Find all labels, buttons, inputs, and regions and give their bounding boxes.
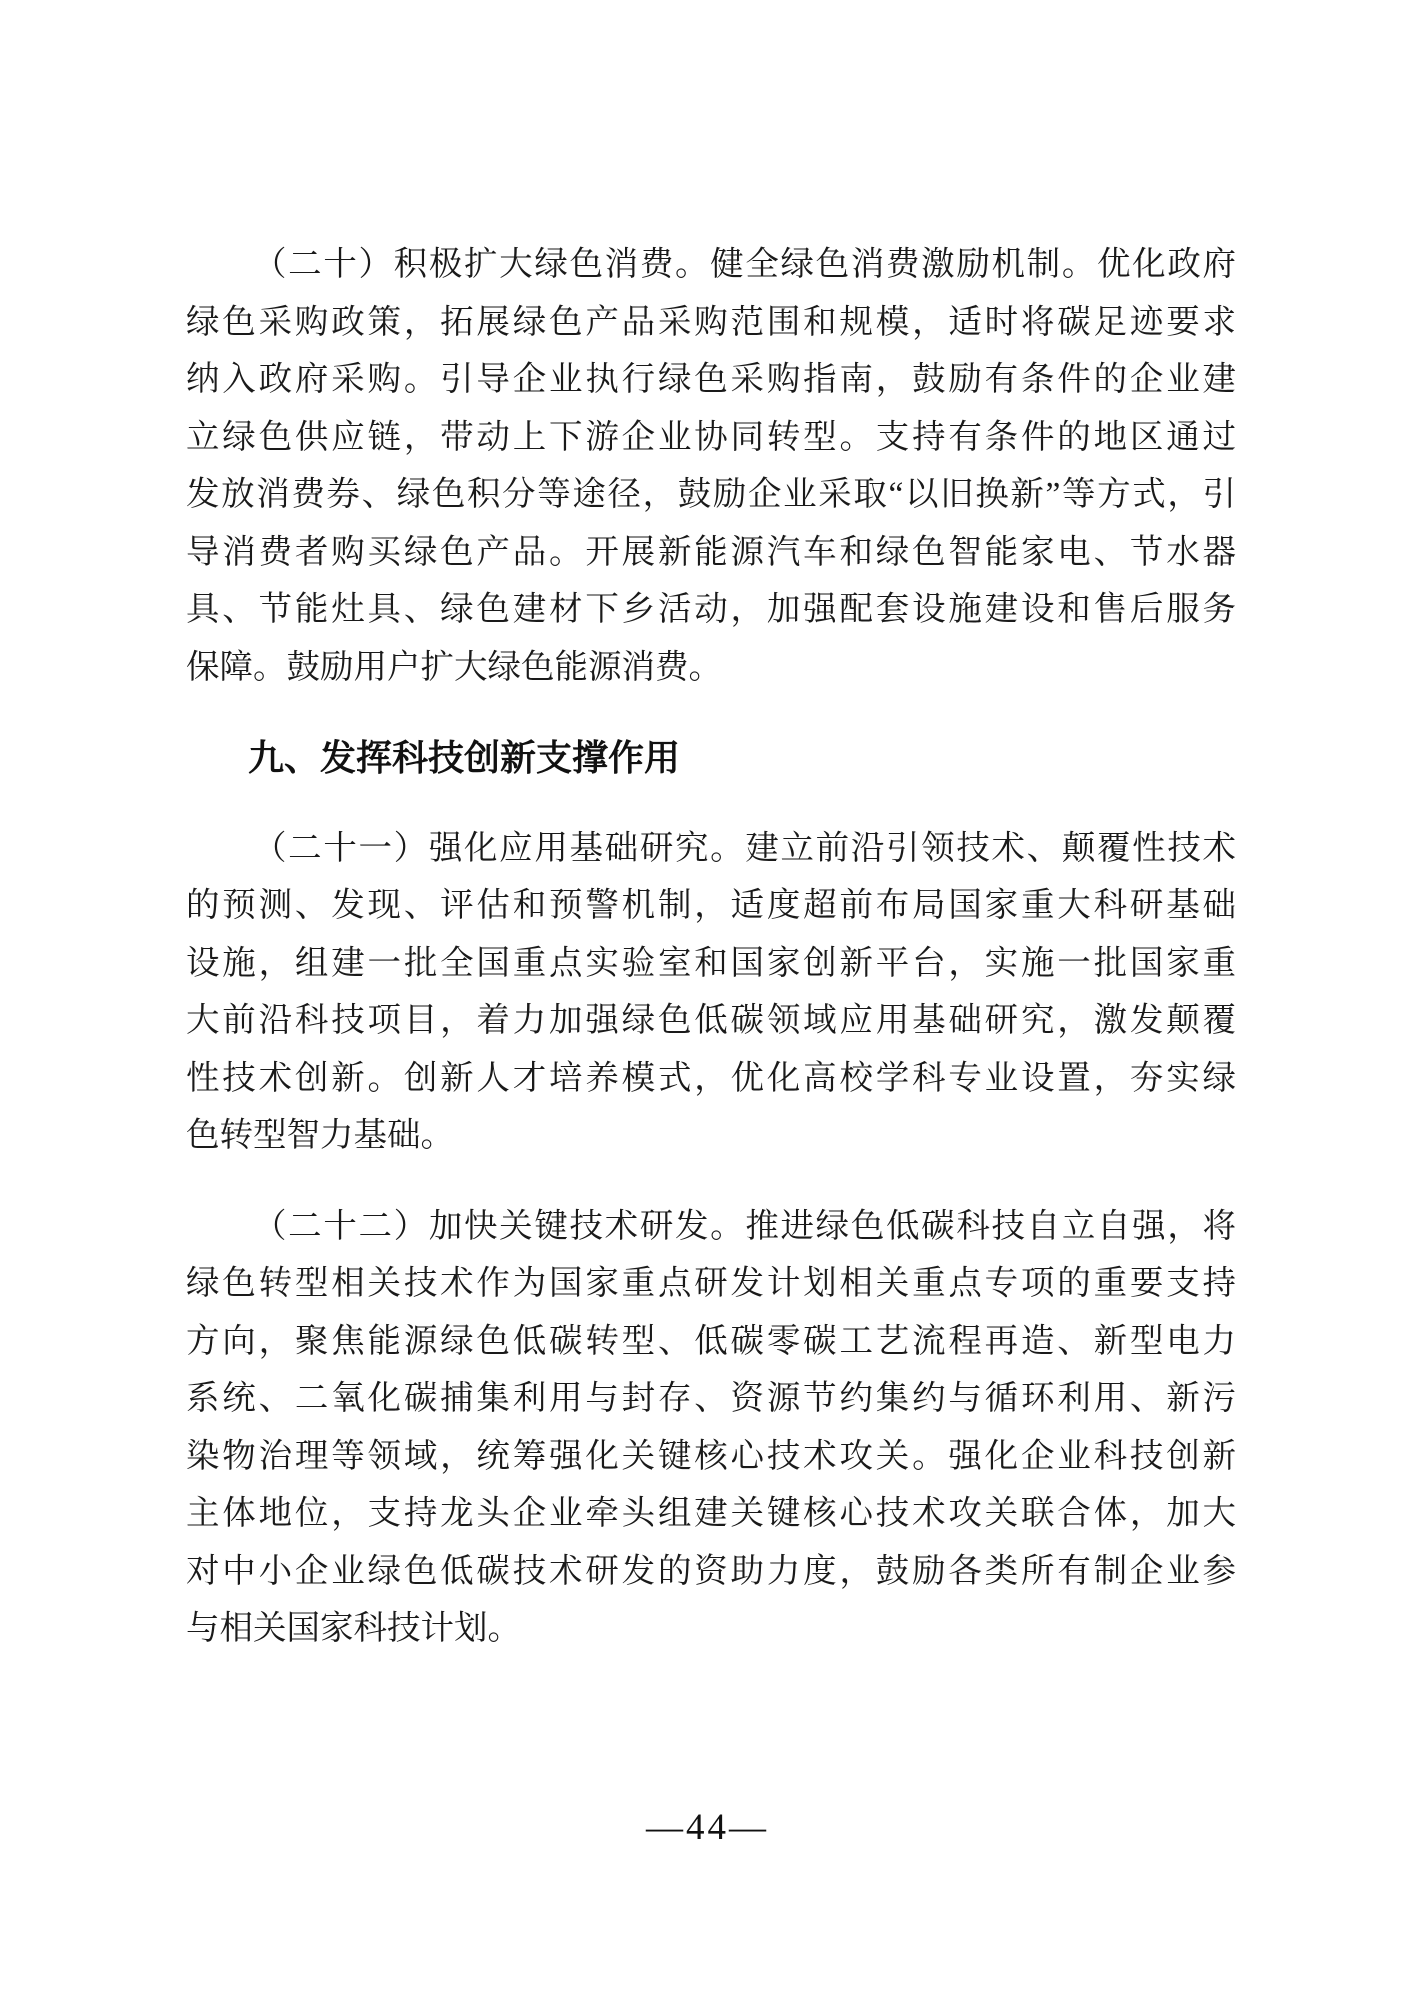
text-line: 导消费者购买绿色产品。开展新能源汽车和绿色智能家电、节水器 xyxy=(186,533,1236,571)
text-line: 色转型智力基础。 xyxy=(186,1117,454,1154)
text-line: 对中小企业绿色低碳技术研发的资助力度，鼓励各类所有制企业参 xyxy=(186,1552,1236,1590)
text-line: 设施，组建一批全国重点实验室和国家创新平台，实施一批国家重 xyxy=(186,944,1236,982)
text-line: 发放消费券、绿色积分等途径，鼓励企业采取“以旧换新”等方式，引 xyxy=(186,476,1236,513)
text-line: （二十一）强化应用基础研究。建立前沿引领技术、颠覆性技术 xyxy=(253,829,1236,867)
text-line: 的预测、发现、评估和预警机制，适度超前布局国家重大科研基础 xyxy=(186,887,1236,924)
text-line: 保障。鼓励用户扩大绿色能源消费。 xyxy=(186,648,722,686)
text-line: 染物治理等领域，统筹强化关键核心技术攻关。强化企业科技创新 xyxy=(186,1437,1236,1475)
text-line: 立绿色供应链，带动上下游企业协同转型。支持有条件的地区通过 xyxy=(186,418,1236,456)
text-line: 性技术创新。创新人才培养模式，优化高校学科专业设置，夯实绿 xyxy=(186,1059,1236,1097)
text-line: 纳入政府采购。引导企业执行绿色采购指南，鼓励有条件的企业建 xyxy=(186,361,1236,398)
text-line: （二十）积极扩大绿色消费。健全绿色消费激励机制。优化政府 xyxy=(253,246,1236,283)
paragraph-item-21 xyxy=(186,820,1236,1165)
paragraph-item-20 xyxy=(186,236,1236,696)
text-line: 系统、二氧化碳捕集利用与封存、资源节约集约与循环利用、新污 xyxy=(186,1380,1236,1417)
text-line: 绿色转型相关技术作为国家重点研发计划相关重点专项的重要支持 xyxy=(186,1265,1236,1302)
document-body xyxy=(186,236,1236,1691)
section-heading-9: 九、发挥科技创新支撑作用 xyxy=(248,737,681,778)
text-line: 大前沿科技项目，着力加强绿色低碳领域应用基础研究，激发颠覆 xyxy=(186,1002,1236,1039)
text-line: 方向，聚焦能源绿色低碳转型、低碳零碳工艺流程再造、新型电力 xyxy=(186,1322,1236,1360)
text-line: 主体地位，支持龙头企业牵头组建关键核心技术攻关联合体，加大 xyxy=(186,1495,1236,1532)
text-line: （二十二）加快关键技术研发。推进绿色低碳科技自立自强，将 xyxy=(253,1207,1236,1245)
paragraph-item-22 xyxy=(186,1198,1236,1658)
text-line: 具、节能灶具、绿色建材下乡活动，加强配套设施建设和售后服务 xyxy=(186,591,1236,628)
text-line: 与相关国家科技计划。 xyxy=(186,1610,521,1647)
text-line: 绿色采购政策，拓展绿色产品采购范围和规模，适时将碳足迹要求 xyxy=(186,303,1236,341)
page-number: —44— xyxy=(646,1807,769,1848)
